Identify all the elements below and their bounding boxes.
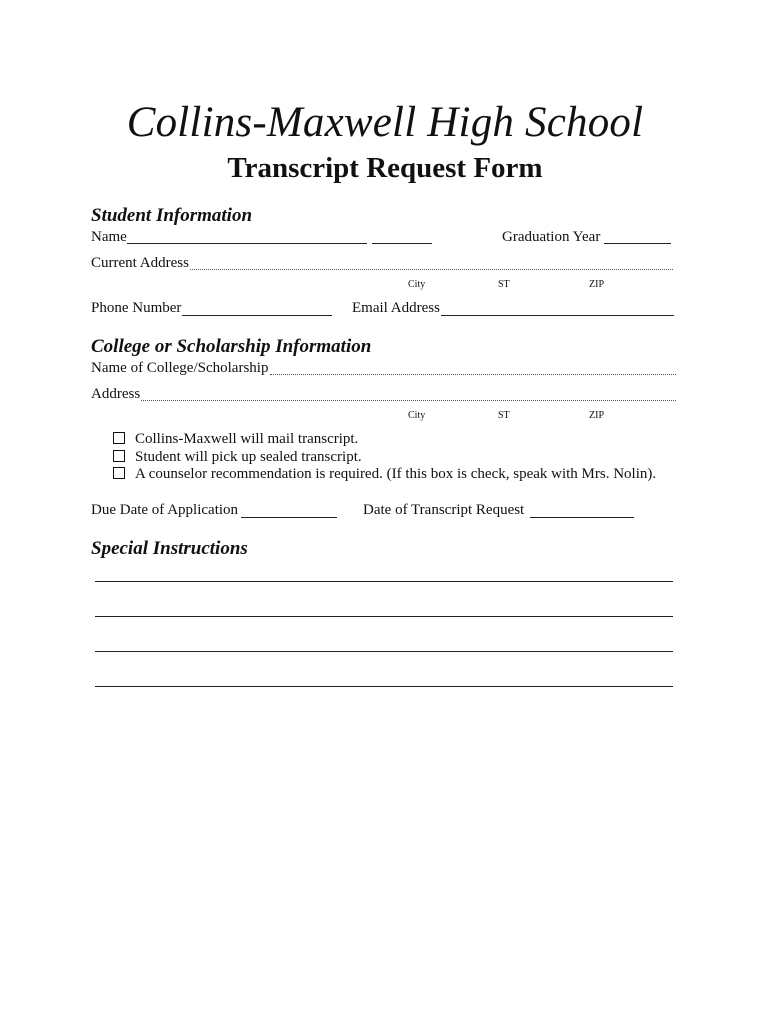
- college-name-label: Name of College/Scholarship: [91, 360, 269, 376]
- checkbox-icon[interactable]: [113, 432, 125, 444]
- option-counselor-recommendation[interactable]: [113, 466, 656, 483]
- graduation-year-field[interactable]: [604, 243, 671, 244]
- checkbox-icon[interactable]: [113, 450, 125, 462]
- phone-number-label: Phone Number: [91, 300, 182, 316]
- student-city-label: City: [408, 279, 426, 290]
- current-address-label: Current Address: [91, 255, 189, 271]
- college-info-heading: College or Scholarship Information: [91, 336, 372, 357]
- checkbox-icon[interactable]: [113, 467, 125, 479]
- college-city-label: City: [408, 410, 426, 421]
- due-date-label: Due Date of Application: [91, 502, 239, 518]
- email-address-field[interactable]: [441, 315, 674, 316]
- student-info-heading: Student Information: [91, 205, 253, 226]
- special-instructions-heading: Special Instructions: [91, 538, 248, 559]
- special-instructions-line-1[interactable]: [95, 581, 673, 582]
- name-suffix-field[interactable]: [372, 243, 432, 244]
- college-name-field[interactable]: [270, 374, 676, 375]
- special-instructions-line-4[interactable]: [95, 686, 673, 687]
- option-pick-up-transcript[interactable]: [113, 449, 362, 466]
- email-address-label: Email Address: [352, 300, 440, 316]
- current-address-field[interactable]: [190, 269, 673, 270]
- option-label: Collins-Maxwell will mail transcript.: [135, 431, 359, 447]
- college-zip-label: ZIP: [589, 410, 604, 421]
- name-field[interactable]: [127, 243, 367, 244]
- college-address-field[interactable]: [141, 400, 676, 401]
- option-label: Student will pick up sealed transcript.: [135, 449, 362, 465]
- option-mail-transcript[interactable]: [113, 431, 358, 448]
- name-label: Name: [91, 229, 127, 245]
- special-instructions-line-3[interactable]: [95, 651, 673, 652]
- graduation-year-label: Graduation Year: [502, 229, 601, 245]
- form-title: Transcript Request Form: [227, 152, 543, 184]
- student-zip-label: ZIP: [589, 279, 604, 290]
- student-state-label: ST: [498, 279, 510, 290]
- request-date-field[interactable]: [530, 517, 634, 518]
- school-name: Collins-Maxwell High School: [126, 99, 644, 146]
- request-date-label: Date of Transcript Request: [363, 502, 525, 518]
- due-date-field[interactable]: [241, 517, 337, 518]
- special-instructions-line-2[interactable]: [95, 616, 673, 617]
- phone-number-field[interactable]: [182, 315, 332, 316]
- college-state-label: ST: [498, 410, 510, 421]
- college-address-label: Address: [91, 386, 141, 402]
- option-label: A counselor recommendation is required. (If this box is check, speak with Mrs. Nolin).: [135, 466, 657, 482]
